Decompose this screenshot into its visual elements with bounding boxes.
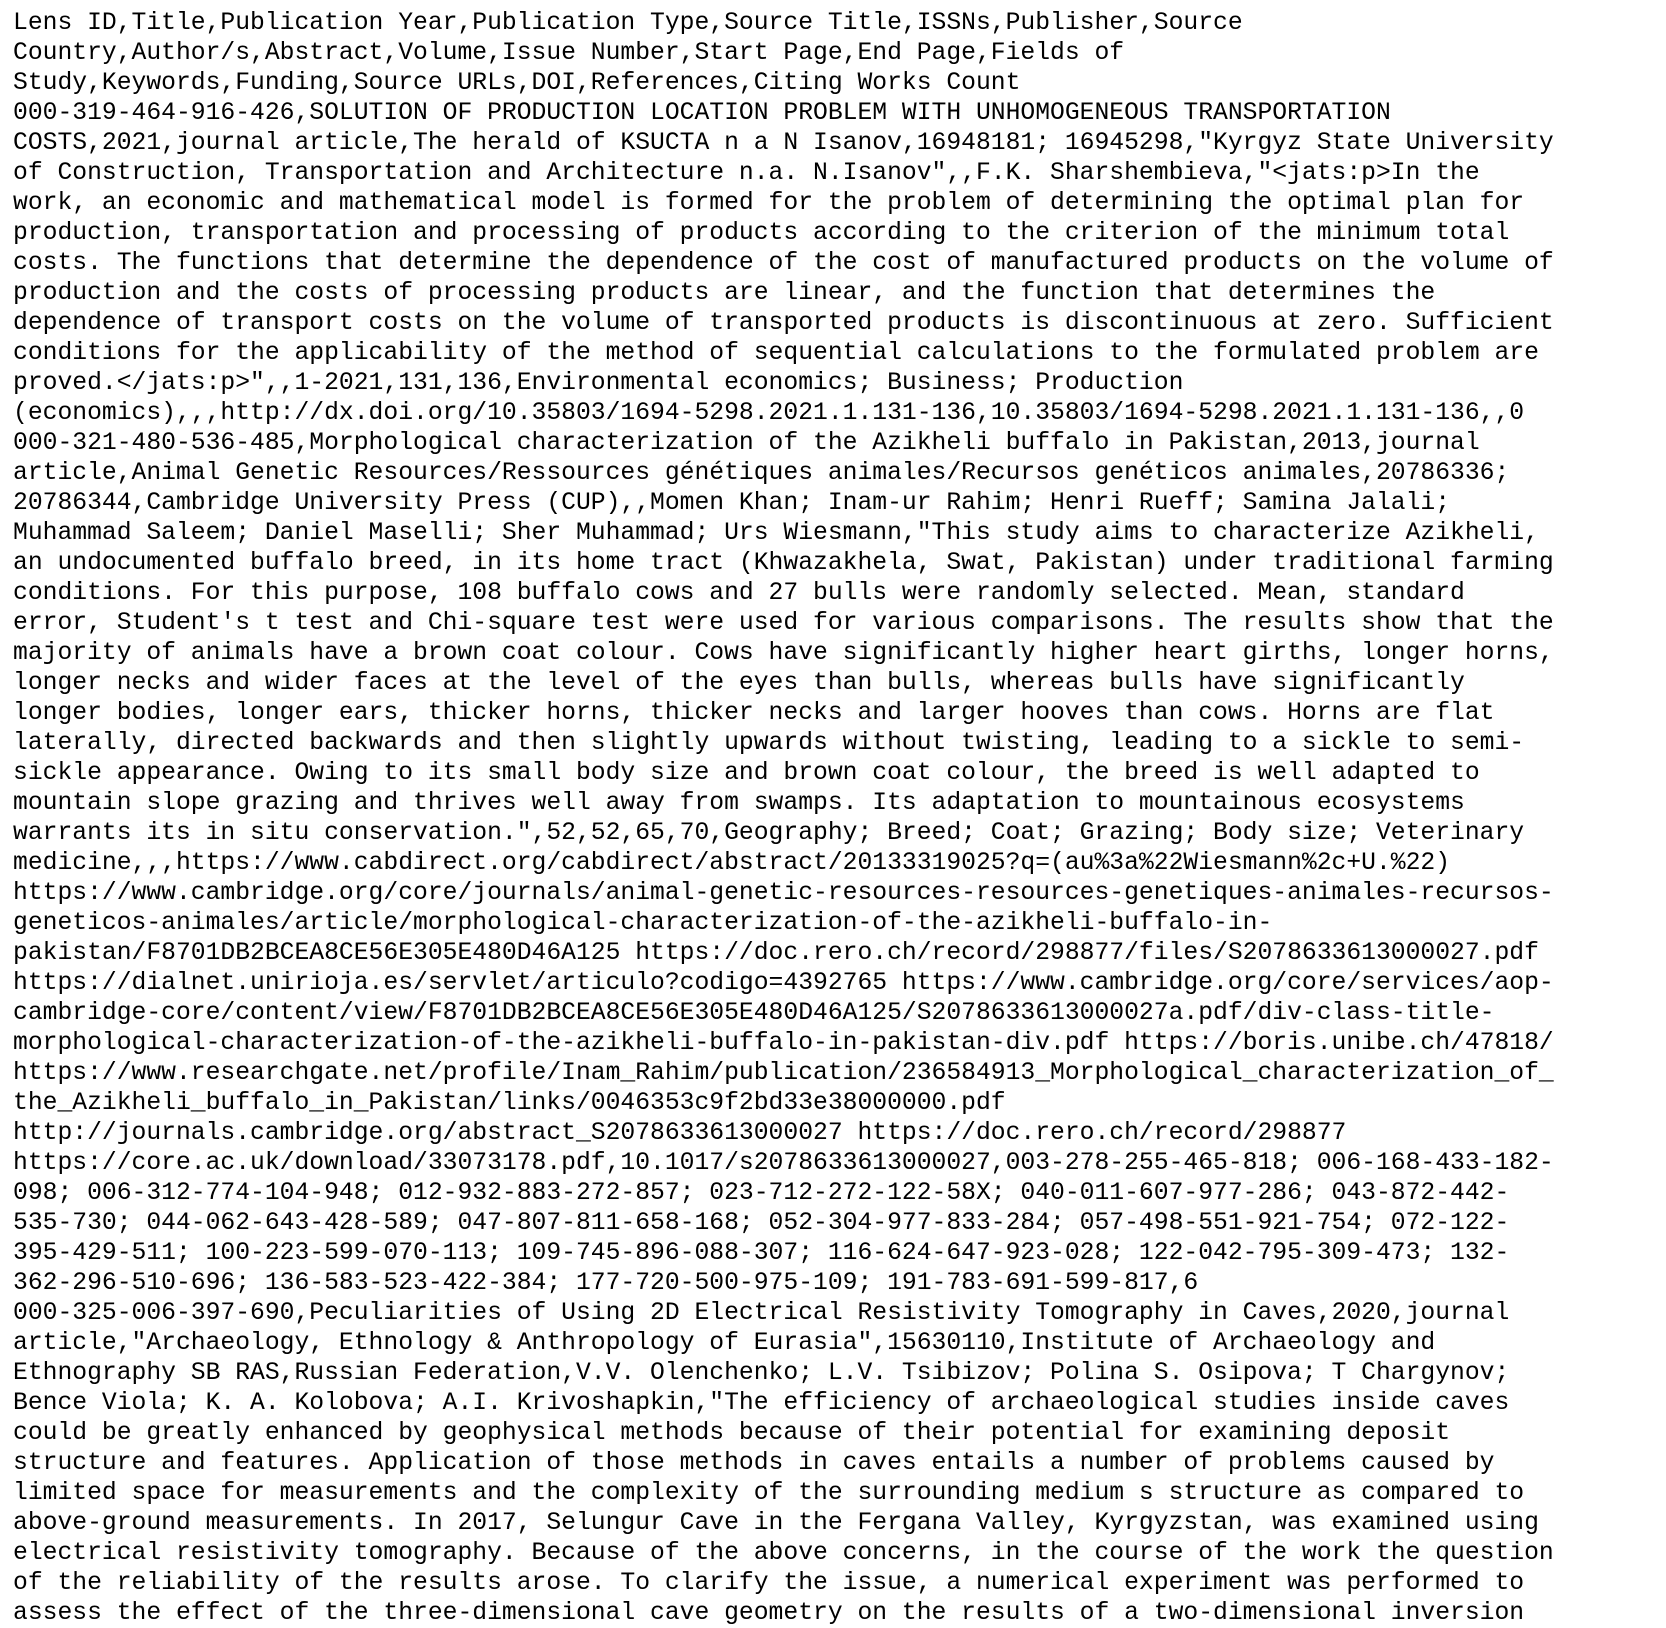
text-line: https://www.researchgate.net/profile/Inam_Rahim/publication/236584913_Morphological_characterization_of_ (13, 1059, 1554, 1087)
text-line: Country,Author/s,Abstract,Volume,Issue Number,Start Page,End Page,Fields of (13, 39, 1125, 67)
text-line: electrical resistivity tomography. Because of the above concerns, in the course of the work the question (13, 1539, 1554, 1567)
text-line: sickle appearance. Owing to its small body size and brown coat colour, the breed is well adapted to (13, 759, 1480, 787)
text-line: could be greatly enhanced by geophysical methods because of their potential for examining deposit (13, 1419, 1451, 1447)
text-line: https://dialnet.unirioja.es/servlet/articulo?codigo=4392765 https://www.cambridge.org/core/services/aop- (13, 969, 1554, 997)
text-line: Bence Viola; K. A. Kolobova; A.I. Krivoshapkin,"The efficiency of archaeological studies inside caves (13, 1389, 1510, 1417)
text-line: (economics),,,http://dx.doi.org/10.35803/1694-5298.2021.1.131-136,10.35803/1694-5298.2021.1.131-136,,0 (13, 399, 1525, 427)
text-line: costs. The functions that determine the dependence of the cost of manufactured products on the volume of (13, 249, 1554, 277)
text-line: 362-296-510-696; 136-583-523-422-384; 177-720-500-975-109; 191-783-691-599-817,6 (13, 1269, 1199, 1297)
text-line: geneticos-animales/article/morphological-characterization-of-the-azikheli-buffalo-in- (13, 909, 1273, 937)
text-line: https://www.cambridge.org/core/journals/animal-genetic-resources-resources-genetiques-animales-recursos- (13, 879, 1554, 907)
text-line: work, an economic and mathematical model is formed for the problem of determining the optimal plan for (13, 189, 1525, 217)
text-line: an undocumented buffalo breed, in its home tract (Khwazakhela, Swat, Pakistan) under traditional farming (13, 549, 1554, 577)
text-line: https://core.ac.uk/download/33073178.pdf,10.1017/s2078633613000027,003-278-255-465-818; 006-168-433-182- (13, 1149, 1554, 1177)
text-line: COSTS,2021,journal article,The herald of KSUCTA n a N Isanov,16948181; 16945298,"Kyrgyz State University (13, 129, 1554, 157)
text-line: pakistan/F8701DB2BCEA8CE56E305E480D46A125 https://doc.rero.ch/record/298877/files/S2078633613000027.pdf (13, 939, 1539, 967)
text-line: above-ground measurements. In 2017, Selungur Cave in the Fergana Valley, Kyrgyzstan, was examined using (13, 1509, 1539, 1537)
text-line: 000-319-464-916-426,SOLUTION OF PRODUCTION LOCATION PROBLEM WITH UNHOMOGENEOUS TRANSPORTATION (13, 99, 1391, 127)
text-line: 098; 006-312-774-104-948; 012-932-883-272-857; 023-712-272-122-58X; 040-011-607-977-286; 043-872-442- (13, 1179, 1510, 1207)
text-line: dependence of transport costs on the volume of transported products is discontinuous at zero. Sufficient (13, 309, 1554, 337)
text-line: production and the costs of processing products are linear, and the function that determines the (13, 279, 1436, 307)
text-line: the_Azikheli_buffalo_in_Pakistan/links/0046353c9f2bd33e38000000.pdf (13, 1089, 1006, 1117)
text-line: article,Animal Genetic Resources/Ressources génétiques animales/Recursos genéticos animales,20786336; (13, 459, 1510, 487)
text-line: 20786344,Cambridge University Press (CUP),,Momen Khan; Inam-ur Rahim; Henri Rueff; Samina Jalali; (13, 489, 1451, 517)
text-line: longer bodies, longer ears, thicker horns, thicker necks and larger hooves than cows. Horns are flat (13, 699, 1495, 727)
text-line: morphological-characterization-of-the-azikheli-buffalo-in-pakistan-div.pdf https://boris.unibe.ch/47818/ (13, 1029, 1554, 1057)
text-line: structure and features. Application of those methods in caves entails a number of problems caused by (13, 1449, 1495, 1477)
csv-text-document (13, 8, 1658, 1628)
text-line: conditions for the applicability of the method of sequential calculations to the formulated problem are (13, 339, 1539, 367)
text-line: of the reliability of the results arose. To clarify the issue, a numerical experiment was performed to (13, 1569, 1525, 1597)
text-line: of Construction, Transportation and Architecture n.a. N.Isanov",,F.K. Sharshembieva,"<jats:p>In the (13, 159, 1480, 187)
text-line: mountain slope grazing and thrives well away from swamps. Its adaptation to mountainous ecosystems (13, 789, 1465, 817)
text-line: laterally, directed backwards and then slightly upwards without twisting, leading to a sickle to semi- (13, 729, 1525, 757)
text-line: Study,Keywords,Funding,Source URLs,DOI,References,Citing Works Count (13, 69, 1021, 97)
text-line: 395-429-511; 100-223-599-070-113; 109-745-896-088-307; 116-624-647-923-028; 122-042-795-309-473; 132- (13, 1239, 1510, 1267)
text-line: assess the effect of the three-dimensional cave geometry on the results of a two-dimensional inversion (13, 1599, 1525, 1627)
text-line: conditions. For this purpose, 108 buffalo cows and 27 bulls were randomly selected. Mean, standard (13, 579, 1465, 607)
text-line: medicine,,,https://www.cabdirect.org/cabdirect/abstract/20133319025?q=(au%3a%22Wiesmann%2c+U.%22) (13, 849, 1451, 877)
text-line: error, Student's t test and Chi-square test were used for various comparisons. The results show that the (13, 609, 1554, 637)
text-line: proved.</jats:p>",,1-2021,131,136,Environmental economics; Business; Production (13, 369, 1184, 397)
text-line: article,"Archaeology, Ethnology & Anthropology of Eurasia",15630110,Institute of Archaeology and (13, 1329, 1436, 1357)
text-line: Muhammad Saleem; Daniel Maselli; Sher Muhammad; Urs Wiesmann,"This study aims to characterize Azikheli, (13, 519, 1539, 547)
text-line: production, transportation and processing of products according to the criterion of the minimum total (13, 219, 1510, 247)
text-line: warrants its in situ conservation.",52,52,65,70,Geography; Breed; Coat; Grazing; Body size; Veterinary (13, 819, 1525, 847)
text-line: cambridge-core/content/view/F8701DB2BCEA8CE56E305E480D46A125/S2078633613000027a.pdf/div-class-title- (13, 999, 1495, 1027)
text-line: limited space for measurements and the complexity of the surrounding medium s structure as compared to (13, 1479, 1525, 1507)
text-line: longer necks and wider faces at the level of the eyes than bulls, whereas bulls have significantly (13, 669, 1465, 697)
text-line: 535-730; 044-062-643-428-589; 047-807-811-658-168; 052-304-977-833-284; 057-498-551-921-754; 072-122- (13, 1209, 1510, 1237)
text-line: http://journals.cambridge.org/abstract_S2078633613000027 https://doc.rero.ch/record/298877 (13, 1119, 1347, 1147)
text-line: 000-325-006-397-690,Peculiarities of Using 2D Electrical Resistivity Tomography in Caves,2020,journal (13, 1299, 1510, 1327)
text-line: Ethnography SB RAS,Russian Federation,V.V. Olenchenko; L.V. Tsibizov; Polina S. Osipova; T Chargynov; (13, 1359, 1510, 1387)
text-line: 000-321-480-536-485,Morphological characterization of the Azikheli buffalo in Pakistan,2013,journal (13, 429, 1480, 457)
text-line: Lens ID,Title,Publication Year,Publication Type,Source Title,ISSNs,Publisher,Source (13, 9, 1243, 37)
text-line: majority of animals have a brown coat colour. Cows have significantly higher heart girths, longer horns, (13, 639, 1554, 667)
